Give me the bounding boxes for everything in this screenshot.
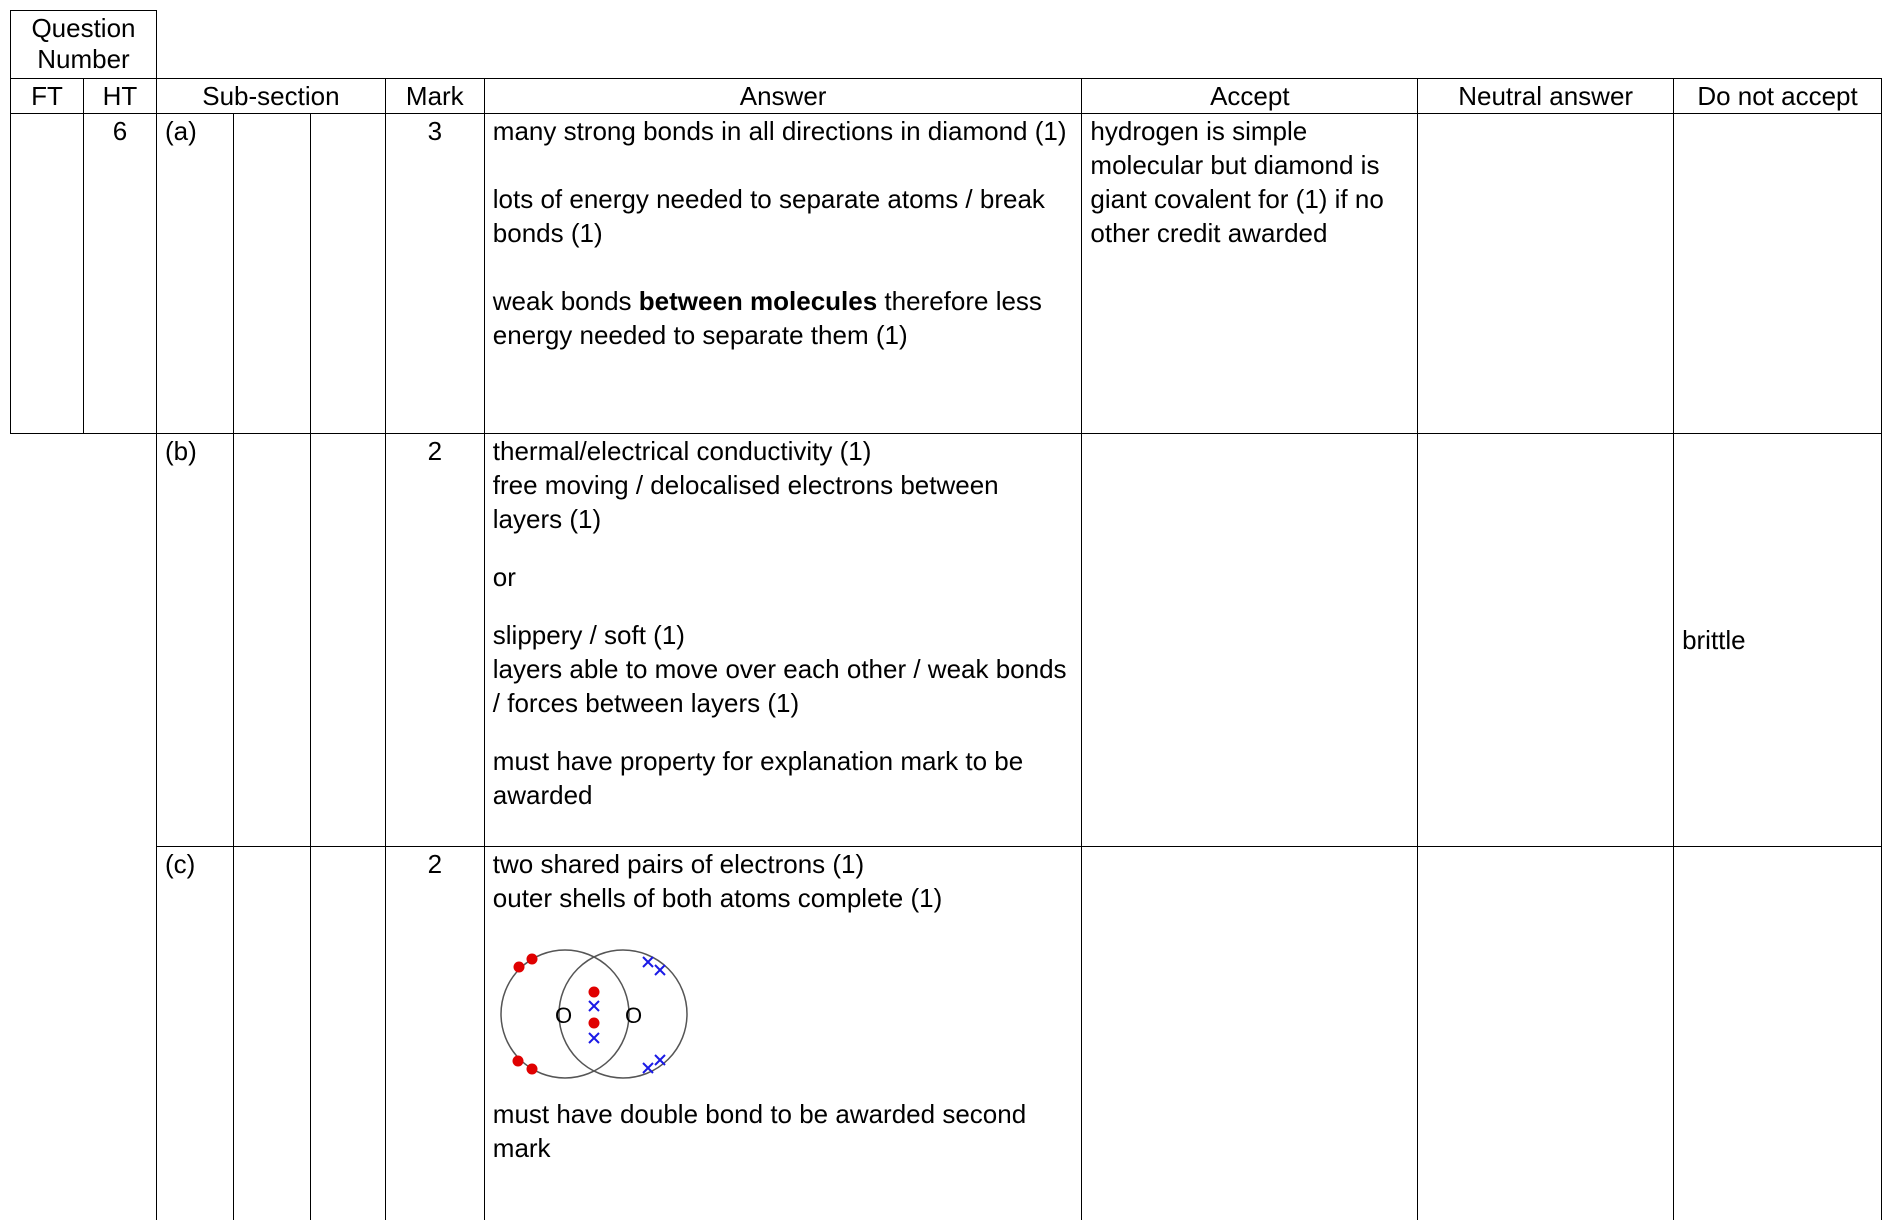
- table-row-a: [11, 114, 1882, 434]
- sub-section-cell-3: [310, 114, 385, 434]
- accept-header: Accept: [1082, 79, 1418, 114]
- neutral-answer-cell: [1418, 114, 1674, 434]
- electron-dot: [588, 987, 599, 998]
- right-atom-symbol: O: [624, 1003, 642, 1028]
- ht-header: HT: [83, 79, 156, 114]
- answer-cell: [484, 434, 1082, 847]
- mark-cell: 3: [385, 114, 484, 434]
- sub-section-cell-2: [233, 114, 310, 434]
- answer-text: free moving / delocalised electrons between layers (1): [492, 470, 999, 534]
- sub-section-cell-3: [310, 847, 385, 1220]
- answer-text: must have property for explanation mark to be awarded: [492, 746, 1024, 810]
- answer-text: two shared pairs of electrons (1): [492, 849, 865, 879]
- electron-dot: [526, 1064, 537, 1075]
- sub-section-cell-3: [310, 434, 385, 847]
- do-not-accept-cell: brittle: [1674, 434, 1882, 847]
- electron-dot: [588, 1018, 599, 1029]
- sub-section-cell-2: [233, 847, 310, 1220]
- ht-cell: 6: [83, 114, 156, 434]
- do-not-accept-cell: [1674, 847, 1882, 1220]
- answer-text: slippery / soft (1): [492, 620, 685, 650]
- answer-text: thermal/electrical conductivity (1): [492, 436, 872, 466]
- answer-text: outer shells of both atoms complete (1): [492, 883, 943, 913]
- mark-cell: 2: [385, 434, 484, 847]
- mark-scheme-table: [10, 10, 1882, 1220]
- answer-text: or: [492, 562, 516, 592]
- right-atom-shell: [559, 950, 687, 1078]
- mark-header: Mark: [385, 79, 484, 114]
- answer-text-post: therefore less energy needed to separate them (1): [492, 286, 1042, 350]
- answer-text-bold: between molecules: [638, 286, 878, 316]
- sub-section-header: Sub-section: [156, 79, 385, 114]
- question-number-label-2: Number: [37, 44, 130, 74]
- sub-section-cell-2: [233, 434, 310, 847]
- empty-margin: [11, 847, 157, 1220]
- left-atom-symbol: O: [554, 1003, 572, 1028]
- electron-dot: [512, 1056, 523, 1067]
- sub-section-cell: (a): [156, 114, 233, 434]
- electron-dot: [526, 954, 537, 965]
- neutral-answer-header: Neutral answer: [1418, 79, 1674, 114]
- neutral-answer-cell: [1418, 434, 1674, 847]
- accept-cell: [1082, 847, 1418, 1220]
- answer-text: many strong bonds in all directions in diamond (1): [492, 116, 1067, 146]
- table-row-b: [11, 434, 1882, 847]
- electron-dot: [513, 962, 524, 973]
- answer-text-pre: weak bonds: [492, 286, 639, 316]
- ft-header: FT: [11, 79, 84, 114]
- answer-text: lots of energy needed to separate atoms / break bonds (1): [492, 184, 1045, 248]
- dot-and-cross-diagram: [493, 937, 713, 1087]
- table-row-c: [11, 847, 1882, 1220]
- neutral-answer-cell: [1418, 847, 1674, 1220]
- answer-text: must have double bond to be awarded second mark: [492, 1099, 1027, 1163]
- header-spacer: [156, 11, 1881, 79]
- question-number-header-row: [11, 11, 1882, 79]
- answer-cell: [484, 114, 1082, 434]
- empty-margin: [11, 434, 157, 847]
- answer-header: Answer: [484, 79, 1082, 114]
- sub-section-cell: (c): [156, 847, 233, 1220]
- mark-cell: 2: [385, 847, 484, 1220]
- accept-cell: hydrogen is simple molecular but diamond is giant covalent for (1) if no other credit awarded: [1082, 114, 1418, 434]
- answer-text: layers able to move over each other / weak bonds / forces between layers (1): [492, 654, 1067, 718]
- accept-cell: [1082, 434, 1418, 847]
- do-not-accept-cell: [1674, 114, 1882, 434]
- ft-cell: [11, 114, 84, 434]
- do-not-accept-header: Do not accept: [1674, 79, 1882, 114]
- question-number-label-1: Question: [31, 13, 136, 43]
- answer-text: [493, 284, 1074, 352]
- answer-cell: [484, 847, 1082, 1220]
- sub-section-cell: (b): [156, 434, 233, 847]
- question-number-header: [11, 11, 157, 79]
- column-header-row: [11, 79, 1882, 114]
